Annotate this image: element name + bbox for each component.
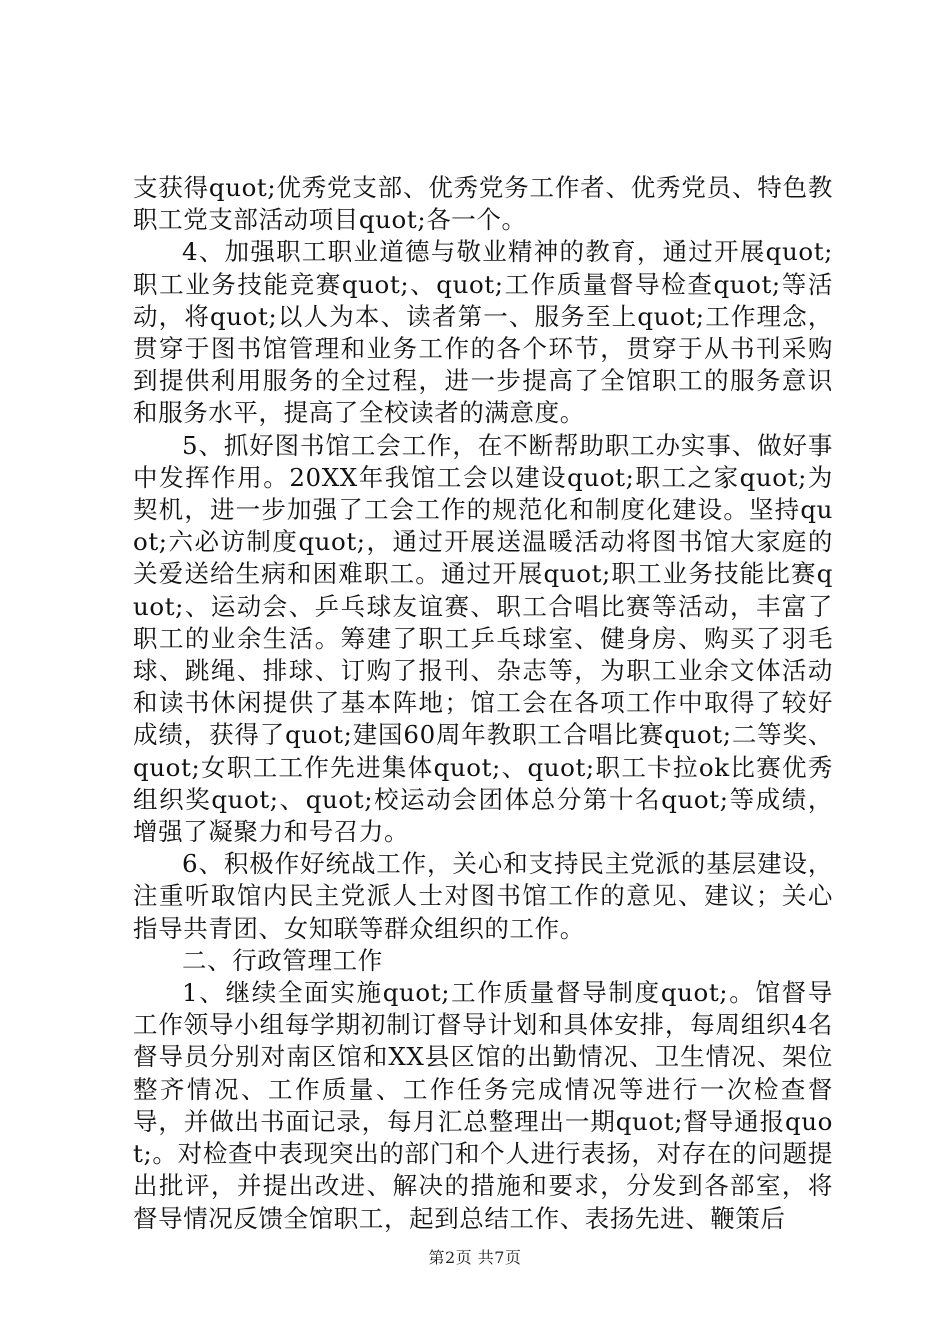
page-number-footer: 第2页 共7页 xyxy=(428,1248,522,1267)
paragraph-5: 1、继续全面实施quot;工作质量督导制度quot;。馆督导工作领导小组每学期初制订督导计划和具体安排，每周组织4名督导员分别对南区馆和XX县区馆的出勤情况、卫生情况、架位整齐情况、工作质量、工作任务完成情况等进行一次检查督导，并做出书面记录，每月汇总整理出一期quot;督导通报quot;。对检查中表现突出的部门和个人进行表扬，对存在的问题提出批评，并提出改进、解决的措施和要求，分发到各部室，将督导情况反馈全馆职工，起到总结工作、表扬先进、鞭策后 xyxy=(133,978,833,1233)
paragraph-1: 支获得quot;优秀党支部、优秀党务工作者、优秀党员、特色教职工党支部活动项目quot;各一个。 xyxy=(133,173,833,235)
paragraph-4: 6、积极作好统战工作，关心和支持民主党派的基层建设，注重听取馆内民主党派人士对图书馆工作的意见、建议；关心指导共青团、女知联等群众组织的工作。 xyxy=(133,849,833,943)
document-body xyxy=(133,172,833,1235)
paragraph-2: 4、加强职工职业道德与敬业精神的教育，通过开展quot;职工业务技能竞赛quot;、quot;工作质量督导检查quot;等活动，将quot;以人为本、读者第一、服务至上quot;工作理念，贯穿于图书馆管理和业务工作的各个环节，贯穿于从书刊采购到提供利用服务的全过程，进一步提高了全馆职工的服务意识和服务水平，提高了全校读者的满意度。 xyxy=(133,237,833,428)
section-heading: 二、行政管理工作 xyxy=(182,945,383,975)
paragraph-3: 5、抓好图书馆工会工作，在不断帮助职工办实事、做好事中发挥作用。20XX年我馆工会以建设quot;职工之家quot;为契机，进一步加强了工会工作的规范化和制度化建设。坚持quot;六必访制度quot;，通过开展送温暖活动将图书馆大家庭的关爱送给生病和困难职工。通过开展quot;职工业务技能比赛quot;、运动会、乒乓球友谊赛、职工合唱比赛等活动，丰富了职工的业余生活。筹建了职工乒乓球室、健身房、购买了羽毛球、跳绳、排球、订购了报刊、杂志等，为职工业余文体活动和读书休闲提供了基本阵地；馆工会在各项工作中取得了较好成绩，获得了quot;建国60周年教职工合唱比赛quot;二等奖、quot;女职工工作先进集体quot;、quot;职工卡拉ok比赛优秀组织奖quot;、quot;校运动会团体总分第十名quot;等成绩，增强了凝聚力和号召力。 xyxy=(133,430,833,847)
